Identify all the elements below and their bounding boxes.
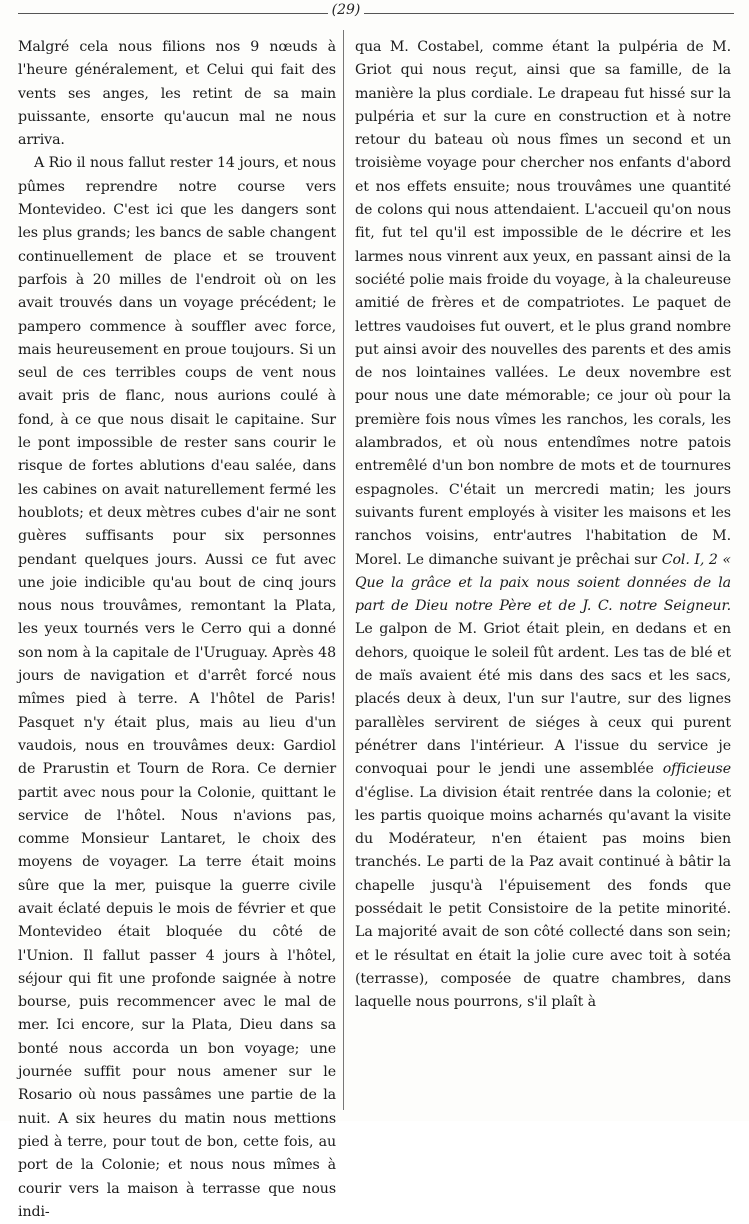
text-run: d'église. La division était rentrée dans la colonie; et les partis quoique moins acharnés qu'avant la visite du Modérateur, n'en étaient pas moins bien tranchés. Le parti de la Paz avait continué à bâtir la chapelle jusqu'à l'épuisement des fonds que possédait le petit Consistoire de la petite minorité. La majorité avait de son côté collecté dans son sein; et le résultat en était la jolie cure avec toit à sotéa (terrasse), composée de quatre chambres, dans laquelle nous pourrons, s'il plaît à [355,784,731,1011]
page-header [0,2,749,26]
left-column [18,36,336,1224]
column-divider [343,30,344,1110]
page-number: (29) [331,2,361,18]
right-column [355,36,731,1014]
paragraph: Malgré cela nous filions nos 9 nœuds à l'heure généralement, et Celui qui fait des vents ses anges, les retint de sa main puissante, ensorte qu'aucun mal ne nous arriva. [18,39,336,149]
header-rule-left [18,13,328,14]
emphasis: officieuse [662,761,731,778]
text-run: qua M. Costabel, comme étant la pulpéria de M. Griot qui nous reçut, ainsi que sa famille, de la manière la plus cordiale. Le drapeau fut hissé sur la pulpéria et sur la cure en construction et à notre retour du bateau où nous fîmes un second et un troisième voyage pour chercher nos enfants d'abord et nos effets ensuite; nous trouvâmes une quantité de colons qui nous attendaient. L'accueil qu'on nous fit, fut tel qu'il est impossible de le décrire et les larmes nous vinrent aux yeux, en passant ainsi de la société polie mais froide du voyage, à la chaleureuse amitié de frères et de compatriotes. Le paquet de lettres vaudoises fut ouvert, et le plus grand nombre put ainsi avoir des nouvelles des parents et des amis de nos lointaines vallées. Le deux novembre est pour nous une date mémorable; ce jour où pour la première fois nous vîmes les ranchos, les corals, les alambrados, et où nous entendîmes notre patois entremêlé d'un bon nombre de mots et de tournures espagnoles. C'était un mercredi matin; les jours suivants furent employés à visiter les maisons et les ranchos voisins, entr'autres l'habitation de M. Morel. Le dimanche suivant je prêchai sur [355,39,731,568]
paragraph: A Rio il nous fallut rester 14 jours, et nous pûmes reprendre notre course vers Montevideo. C'est ici que les dangers sont les plus grands; les bancs de sable changent continuellement de place et se trouvent parfois à 20 milles de l'endroit où on les avait trouvés dans un voyage précédent; le pampero commence à souffler avec force, mais heureusement en proue toujours. Si un seul de ces terribles coups de vent nous avait pris de flanc, nous aurions coulé à fond, à ce que nous disait le capitaine. Sur le pont impossible de rester sans courir le risque de fortes ablutions d'eau salée, dans les cabines on avait naturellement fermé les houblots; et deux mètres cubes d'air ne sont guères suffisants pour six personnes pendant quelques jours. Aussi ce fut avec une joie indicible qu'au bout de cinq jours nous nous trouvâmes, remontant la Plata, les yeux tournés vers le Cerro qui a donné son nom à la capitale de l'Uruguay. Après 48 jours de navigation et d'arrêt forcé nous mîmes pied à terre. A l'hôtel de Paris! Pasquet n'y était plus, mais au lieu d'un vaudois, nous en trouvâmes deux: Gardiol de Prarustin et Tourn de Rora. Ce dernier partit avec nous pour la Colonie, quittant le service de l'hôtel. Nous n'avions pas, comme Monsieur Lantaret, le choix des moyens de voyager. La terre était moins sûre que la mer, puisque la guerre civile avait éclaté depuis le mois de février et que Montevideo était bloquée du côté de l'Union. Il fallut passer 4 jours à l'hôtel, séjour qui fit une profonde saignée à notre bourse, puis recommencer avec le mal de mer. Ici encore, sur la Plata, Dieu dans sa bonté nous accorda un bon voyage; une journée suffit pour nous amener sur le Rosario où nous passâmes une partie de la nuit. A six heures du matin nous mettions pied à terre, pour tout de bon, cette fois, au port de la Colonie; et nous nous mîmes à courir vers la maison à terrasse que nous indi- [18,155,336,1220]
paragraph [355,36,731,1014]
header-rule-right [364,13,734,14]
scripture-quote: Col. I, 2 « Que la grâce et la paix nous soient données de la part de Dieu notre Père et de J. C. notre Seigneur. [355,551,732,615]
text-run: Le galpon de M. Griot était plein, en dedans et en dehors, quoique le soleil fût ardent. Les tas de blé et de maïs avaient été mis dans des sacs et les sacs, placés deux à deux, l'un sur l'autre, sur des lignes parallèles servirent de siéges à ceux qui purent pénétrer dans l'intérieur. A l'issue du service je convoquai pour le jendi une assemblée [355,621,731,778]
